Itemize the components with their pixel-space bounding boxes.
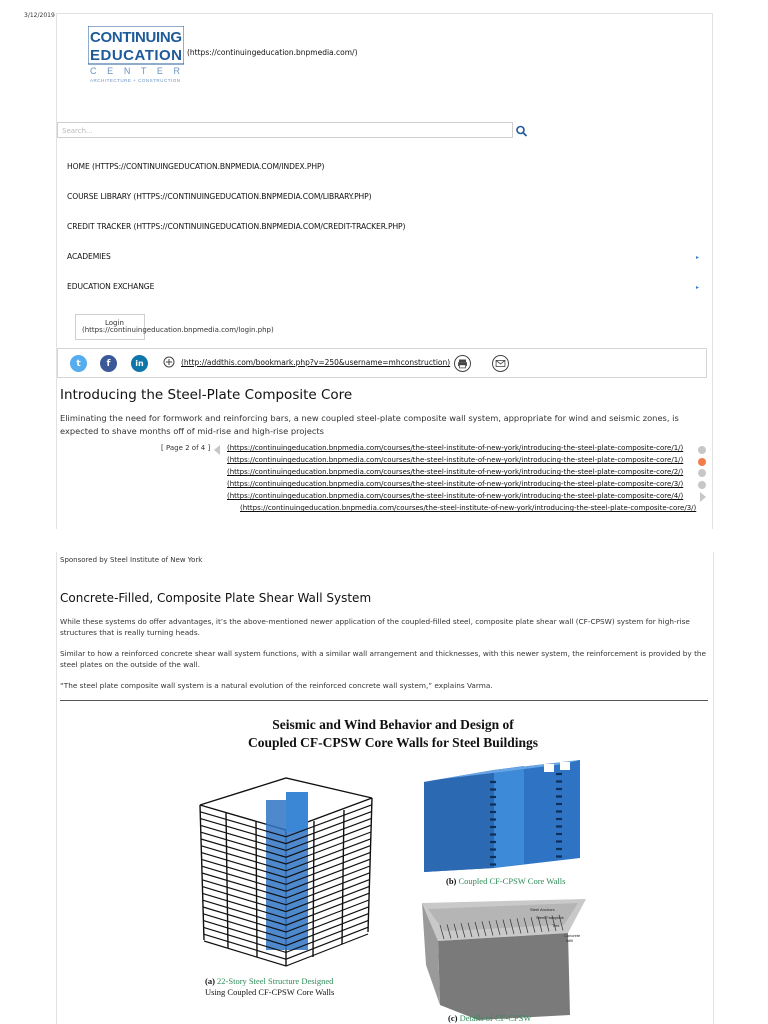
core-walls-illustration bbox=[424, 760, 582, 875]
print-date: 3/12/2019 bbox=[24, 12, 55, 19]
nav-home[interactable]: HOME (HTTPS://CONTINUINGEDUCATION.BNPMEDIA.COM/INDEX.PHP) bbox=[67, 162, 325, 171]
caption-b-text: Coupled CF-CPSW Core Walls bbox=[458, 876, 566, 886]
sponsor-text: Sponsored by Steel Institute of New York bbox=[60, 556, 203, 564]
logo-line2: EDUCATION bbox=[90, 47, 182, 64]
caption-a-line2: Using Coupled CF-CPSW Core Walls bbox=[205, 987, 335, 997]
figure-title-line1: Seismic and Wind Behavior and Design of bbox=[272, 717, 514, 732]
logo-url[interactable]: (https://continuingeducation.bnpmedia.com/) bbox=[187, 48, 358, 57]
divider bbox=[60, 700, 708, 701]
pager-prev-icon[interactable] bbox=[213, 445, 221, 455]
nav-course-library[interactable]: COURSE LIBRARY (HTTPS://CONTINUINGEDUCATION.BNPMEDIA.COM/LIBRARY.PHP) bbox=[67, 192, 372, 201]
paragraph-3: “The steel plate composite wall system is a natural evolution of the reinforced concrete wall system,” explains Varma. bbox=[60, 681, 493, 690]
email-icon[interactable] bbox=[492, 355, 509, 372]
pager-next-icon[interactable] bbox=[699, 492, 707, 502]
paragraph-2: Similar to how a reinforced concrete shear wall system functions, with a similar wall arrangement and thicknesses, with this newer system, the reinforcement is provided by the steel plates on the outside of the wall. bbox=[60, 649, 707, 669]
steel-structure-illustration bbox=[196, 770, 376, 970]
pager-link-4[interactable]: (https://continuingeducation.bnpmedia.com/courses/the-steel-institute-of-new-york/introducing-the-steel-plate-composite-core/3/) bbox=[227, 480, 684, 488]
linkedin-icon[interactable]: in bbox=[131, 355, 148, 372]
login-url: (https://continuingeducation.bnpmedia.com/login.php) bbox=[82, 326, 274, 334]
logo-line1: CONTINUING bbox=[90, 29, 182, 46]
label-steel-anchors: Steel Anchors bbox=[530, 907, 555, 912]
addthis-link[interactable]: (http://addthis.com/bookmark.php?v=250&username=mhconstruction) bbox=[181, 358, 451, 367]
nav-education-exchange[interactable]: EDUCATION EXCHANGE bbox=[67, 282, 155, 291]
section-title: Concrete-Filled, Composite Plate Shear Wall System bbox=[60, 591, 372, 605]
login-label: Login bbox=[105, 319, 124, 327]
label-concrete: Concrete bbox=[564, 933, 581, 938]
label-ties: Ties bbox=[552, 923, 560, 928]
twitter-icon[interactable]: t bbox=[70, 355, 87, 372]
logo-line3: C E N T E R bbox=[90, 66, 180, 76]
search-input[interactable]: Search... bbox=[57, 122, 513, 138]
figure-title-line2: Coupled CF-CPSW Core Walls for Steel Buildings bbox=[247, 735, 539, 750]
facebook-icon[interactable]: f bbox=[100, 355, 117, 372]
logo-line4: ARCHITECTURE + CONSTRUCTION bbox=[90, 78, 180, 83]
pager-link-5[interactable]: (https://continuingeducation.bnpmedia.com/courses/the-steel-institute-of-new-york/introducing-the-steel-plate-composite-core/4/) bbox=[227, 492, 684, 500]
paragraph-1: While these systems do offer advantages, it’s the above-mentioned newer application of the coupled-filled steel, composite plate shear wall (CF-CPSW) system for high-rise structures that is really turning heads. bbox=[60, 617, 690, 637]
pager-dot-3[interactable] bbox=[698, 469, 706, 477]
article-title: Introducing the Steel-Plate Composite Core bbox=[60, 387, 353, 403]
pager-dot-4[interactable] bbox=[698, 481, 706, 489]
pager-link-1[interactable]: (https://continuingeducation.bnpmedia.com/courses/the-steel-institute-of-new-york/introducing-the-steel-plate-composite-core/1/) bbox=[227, 444, 684, 452]
figure-title bbox=[198, 716, 588, 752]
nav-academies[interactable]: ACADEMIES bbox=[67, 252, 111, 261]
print-icon[interactable] bbox=[454, 355, 471, 372]
article-description: Eliminating the need for formwork and reinforcing bars, a new coupled steel-plate composite wall system, appropriate for wind and seismic zones, is expected to shave months off of mid-rise and high-rise projects bbox=[60, 413, 679, 436]
label-steel-faceplate: Steel Faceplate bbox=[536, 915, 564, 920]
caption-a-text1: 22-Story Steel Structure Designed bbox=[217, 976, 334, 986]
site-logo[interactable] bbox=[88, 26, 184, 84]
search-icon[interactable] bbox=[515, 124, 529, 138]
pager-dot-active[interactable] bbox=[698, 458, 706, 466]
pager-link-2[interactable]: (https://continuingeducation.bnpmedia.com/courses/the-steel-institute-of-new-york/introducing-the-steel-plate-composite-core/1/) bbox=[227, 456, 684, 464]
caption-a-line1 bbox=[205, 976, 333, 986]
pager-link-3[interactable]: (https://continuingeducation.bnpmedia.com/courses/the-steel-institute-of-new-york/introducing-the-steel-plate-composite-core/2/) bbox=[227, 468, 684, 476]
pager-dot-1[interactable] bbox=[698, 446, 706, 454]
pager-link-6[interactable]: (https://continuingeducation.bnpmedia.com/courses/the-steel-institute-of-new-york/introducing-the-steel-plate-composite-core/3/) bbox=[240, 504, 697, 512]
label-infill: infill bbox=[566, 938, 573, 943]
caption-b-prefix: (b) bbox=[446, 876, 457, 886]
caption-b bbox=[446, 876, 565, 886]
wall-details-illustration bbox=[418, 895, 590, 1020]
caption-c-text: Details of CF-CPSW bbox=[459, 1013, 532, 1023]
academies-chevron-icon[interactable]: ▸ bbox=[696, 254, 700, 261]
nav-credit-tracker[interactable]: CREDIT TRACKER (HTTPS://CONTINUINGEDUCATION.BNPMEDIA.COM/CREDIT-TRACKER.PHP) bbox=[67, 222, 406, 231]
caption-c-prefix: (c) bbox=[448, 1013, 458, 1023]
addthis-plus-icon[interactable] bbox=[163, 356, 175, 368]
education-exchange-chevron-icon[interactable]: ▸ bbox=[696, 284, 700, 291]
pager-label: [ Page 2 of 4 ] bbox=[161, 444, 211, 452]
caption-a-prefix: (a) bbox=[205, 976, 215, 986]
caption-c bbox=[448, 1013, 531, 1023]
